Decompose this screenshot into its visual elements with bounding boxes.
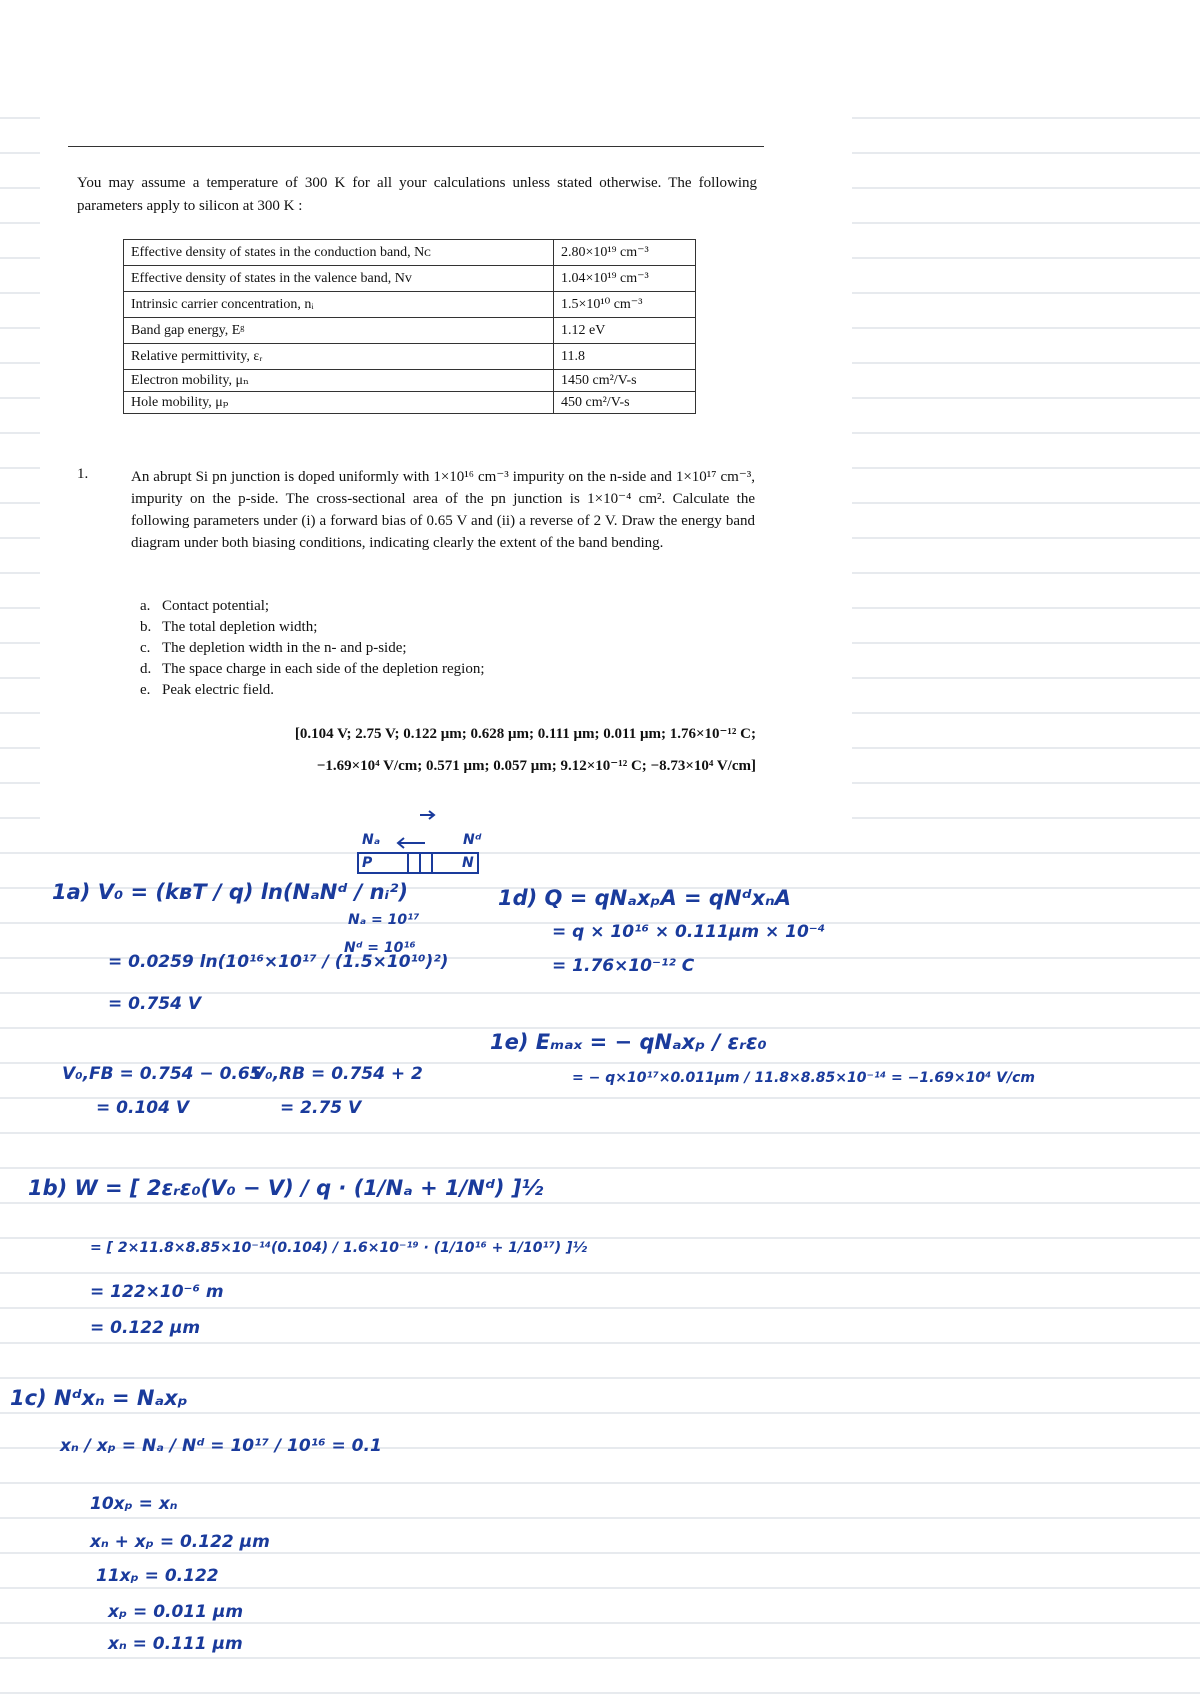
part-letter: e. xyxy=(140,682,151,698)
work-1a-line3: = 0.754 V xyxy=(108,994,202,1014)
work-1c-line4: xₙ + xₚ = 0.122 μm xyxy=(90,1532,270,1552)
sketch-label-p: P xyxy=(362,855,373,871)
table-row xyxy=(124,318,696,344)
param-value: 1.12 eV xyxy=(554,318,696,344)
table-row xyxy=(124,292,696,318)
param-name: Effective density of states in the conduction band, Nᴄ xyxy=(124,240,554,266)
param-value: 450 cm²/V-s xyxy=(554,392,696,414)
list-item xyxy=(140,638,485,659)
part-text: The total depletion width; xyxy=(162,619,318,635)
param-name: Relative permittivity, εᵣ xyxy=(124,344,554,370)
work-1e-line2: = − q×10¹⁷×0.011μm / 11.8×8.85×10⁻¹⁴ = −1.69×10⁴ V/cm xyxy=(572,1070,1035,1086)
work-1a-line2: = 0.0259 ln(10¹⁶×10¹⁷ / (1.5×10¹⁰)²) xyxy=(108,952,449,972)
work-1c-line5: 11xₚ = 0.122 xyxy=(96,1566,219,1586)
question-text: An abrupt Si pn junction is doped uniformly with 1×10¹⁶ cm⁻³ impurity on the n-side and 1×10¹⁷ cm⁻³, impurity on the p-side. The cross-sectional area of the pn junction is 1×10⁻⁴ cm². Calculate the following parameters under (i) a forward bias of 0.65 V and (ii) a reverse of 2 V. Draw the energy band diagram under both biasing conditions, indicating clearly the extent of the band bending. xyxy=(131,469,755,551)
work-1a-rb-line1: V₀,RB = 0.754 + 2 xyxy=(252,1064,423,1084)
work-1c-line6: xₚ = 0.011 μm xyxy=(108,1602,244,1622)
table-row xyxy=(124,370,696,392)
header-rule xyxy=(68,146,764,147)
part-letter: d. xyxy=(140,661,152,677)
work-1e-line1: 1e) Eₘₐₓ = − qNₐxₚ / εᵣε₀ xyxy=(490,1030,767,1054)
part-letter: a. xyxy=(140,598,151,614)
sketch-na-value: Nₐ = 10¹⁷ xyxy=(348,912,420,928)
param-value: 1450 cm²/V-s xyxy=(554,370,696,392)
part-text: The depletion width in the n- and p-side; xyxy=(162,640,407,656)
work-1a-fb-line1: V₀,FB = 0.754 − 0.65 xyxy=(62,1064,262,1084)
part-letter: b. xyxy=(140,619,152,635)
param-value: 2.80×10¹⁹ cm⁻³ xyxy=(554,240,696,266)
answer-key xyxy=(140,718,756,782)
param-value: 1.5×10¹⁰ cm⁻³ xyxy=(554,292,696,318)
list-item xyxy=(140,659,485,680)
work-1c-line1: 1c) Nᵈxₙ = Nₐxₚ xyxy=(10,1386,188,1410)
work-1d-line2: = q × 10¹⁶ × 0.111μm × 10⁻⁴ xyxy=(552,922,826,942)
list-item xyxy=(140,617,485,638)
table-row xyxy=(124,240,696,266)
intro-paragraph: You may assume a temperature of 300 K for all your calculations unless stated otherwise. The following parameters apply to silicon at 300 K : xyxy=(77,175,757,214)
param-value: 11.8 xyxy=(554,344,696,370)
work-1d-line1: 1d) Q = qNₐxₚA = qNᵈxₙA xyxy=(498,886,791,910)
part-text: The space charge in each side of the depletion region; xyxy=(162,661,485,677)
param-value: 1.04×10¹⁹ cm⁻³ xyxy=(554,266,696,292)
work-1a-rb-line2: = 2.75 V xyxy=(280,1098,362,1118)
question-parts-list xyxy=(140,596,485,701)
part-letter: c. xyxy=(140,640,151,656)
work-1c-line7: xₙ = 0.111 μm xyxy=(108,1634,243,1654)
work-1a-fb-line2: = 0.104 V xyxy=(96,1098,190,1118)
list-item xyxy=(140,680,485,701)
list-item xyxy=(140,596,485,617)
work-1b-line2: = [ 2×11.8×8.85×10⁻¹⁴(0.104) / 1.6×10⁻¹⁹ · (1/10¹⁶ + 1/10¹⁷) ]½ xyxy=(90,1240,587,1256)
work-1b-line1: 1b) W = [ 2εᵣε₀(V₀ − V) / q · (1/Nₐ + 1/Nᵈ) ]½ xyxy=(28,1176,544,1200)
answer-key-line-2: −1.69×10⁴ V/cm; 0.571 μm; 0.057 μm; 9.12×10⁻¹² C; −8.73×10⁴ V/cm] xyxy=(316,758,756,774)
param-name: Electron mobility, μₙ xyxy=(124,370,554,392)
work-1c-line2: xₙ / xₚ = Nₐ / Nᵈ = 10¹⁷ / 10¹⁶ = 0.1 xyxy=(60,1436,382,1456)
part-text: Peak electric field. xyxy=(162,682,275,698)
work-1d-line3: = 1.76×10⁻¹² C xyxy=(552,956,695,976)
param-name: Hole mobility, μₚ xyxy=(124,392,554,414)
work-1b-line3: = 122×10⁻⁶ m xyxy=(90,1282,224,1302)
param-name: Intrinsic carrier concentration, nᵢ xyxy=(124,292,554,318)
sketch-label-nd: Nᵈ xyxy=(463,832,482,848)
sketch-nd-value: Nᵈ = 10¹⁶ xyxy=(344,940,416,956)
work-1c-line3: 10xₚ = xₙ xyxy=(90,1494,178,1514)
param-name: Band gap energy, Eᵍ xyxy=(124,318,554,344)
parameters-table xyxy=(123,239,696,414)
table-row xyxy=(124,266,696,292)
question-number: 1. xyxy=(77,466,89,482)
answer-key-line-1: [0.104 V; 2.75 V; 0.122 μm; 0.628 μm; 0.111 μm; 0.011 μm; 1.76×10⁻¹² C; xyxy=(294,726,756,742)
param-name: Effective density of states in the valence band, Nᴠ xyxy=(124,266,554,292)
sketch-label-n: N xyxy=(462,855,474,871)
work-1b-line4: = 0.122 μm xyxy=(90,1318,201,1338)
table-row xyxy=(124,392,696,414)
table-row xyxy=(124,344,696,370)
sketch-label-na: Nₐ xyxy=(362,832,381,848)
work-1a-line1: 1a) V₀ = (kʙT / q) ln(NₐNᵈ / nᵢ²) xyxy=(52,880,408,904)
part-text: Contact potential; xyxy=(162,598,270,614)
